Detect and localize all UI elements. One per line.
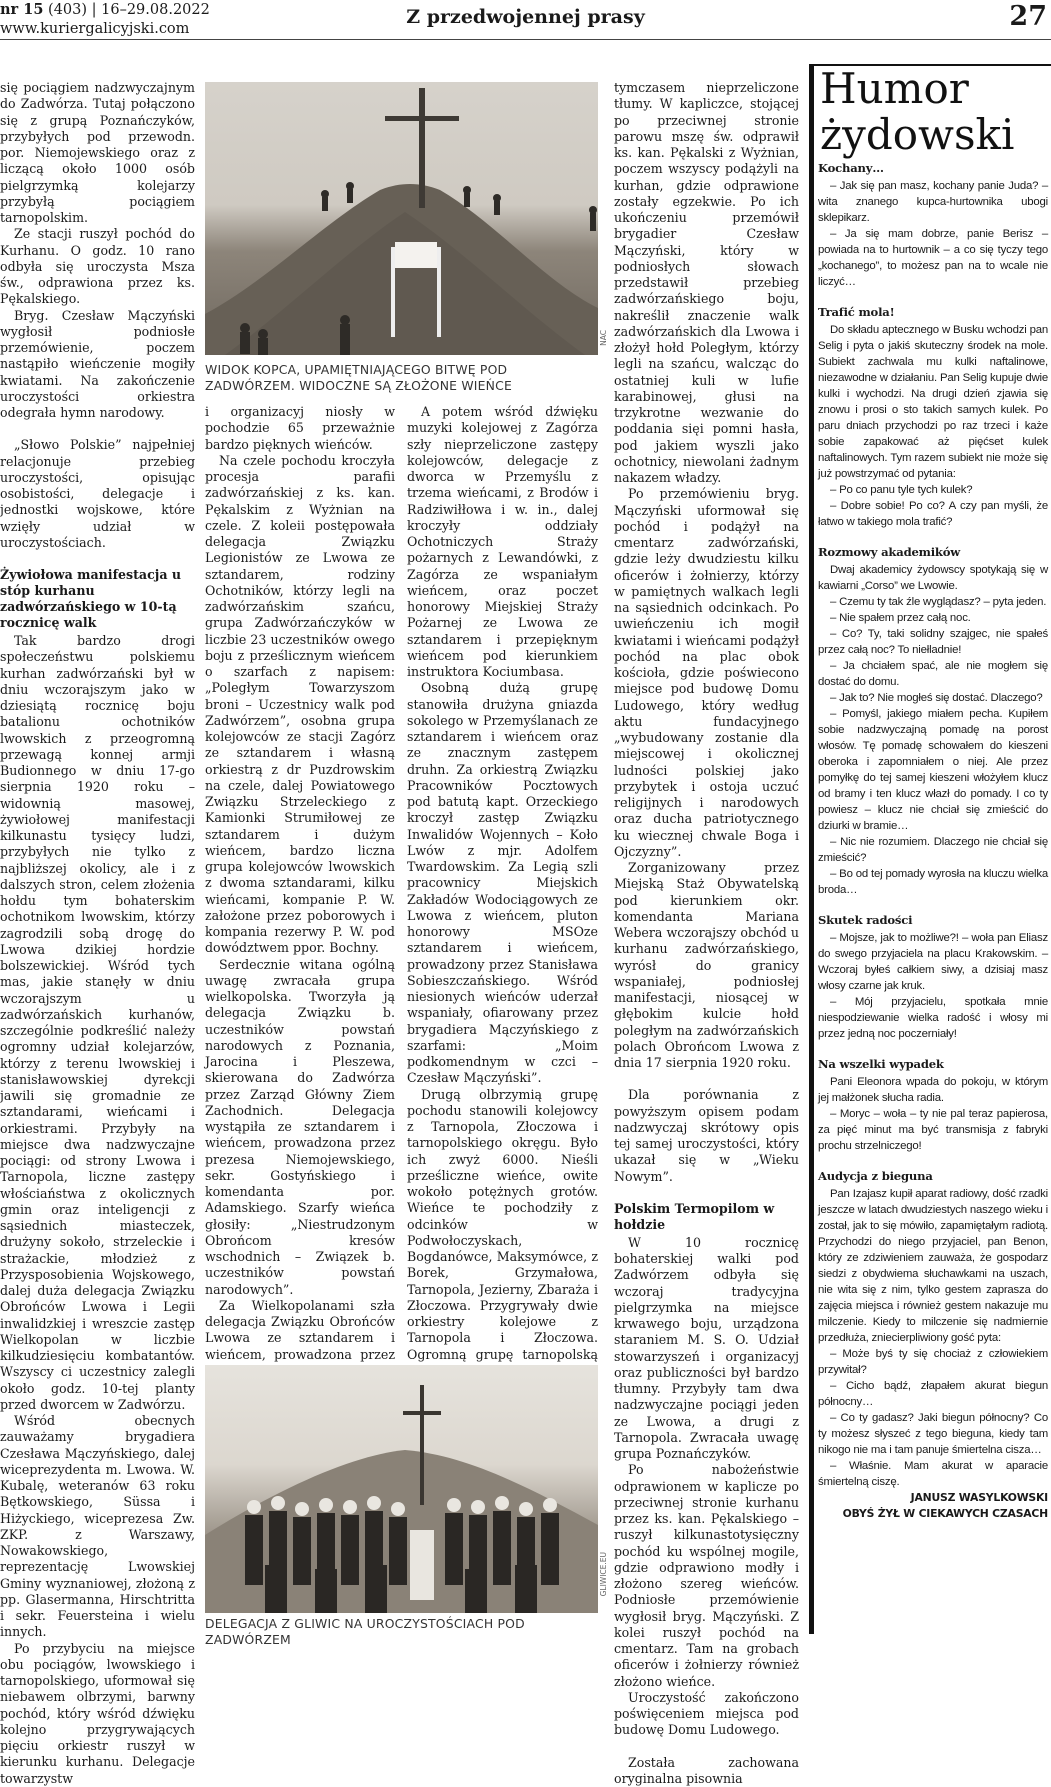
paragraph: Osobną dużą grupę stanowiła drużyna gniazda sokolego w Przemyślanach ze sztandarem i wieńcem oraz ze znacznym zastępem druhn. Za orkiestrą Związku Pracowników Pocztowych pod batutą kapt. Orzeckiego kroczył zastęp Związku Inwalidów Wojennych – Koło Lwów z mjr. Adolfem Twardowskim. Za Legią szli pracownicy Miejskich Zakładów Wodociągowych ze Lwowa z wieńcem, pluton honorowy MSOze sztandarem i wieńcem, prowadzony przez Stanisława Sobieszczańskiego. Wśród niesionych wieńców uderzał wspaniały, ofiarowany przez brygadiera Mączyńskiego z szarfami: „Moim podkomendnym w czci – Czesław Mączyński”. [407,680,598,1086]
joke-paragraph: – Co ty gadasz? Jaki biegun północny? Co ty możesz słyszeć z tego bieguna, kiedy tam nikogo nie ma i tam panuje śmiertelna cisza… [818,1410,1048,1458]
joke-paragraph: – Moryc – woła – ty nie pal teraz papierosa, za pięć minut ma być transmisja z fabryki prochu strzelniczego! [818,1106,1048,1154]
joke-heading: Trafić mola! [818,304,1048,320]
photo-mound [205,82,598,355]
joke-heading: Kochany… [818,160,1048,176]
joke-paragraph: – Co? Ty, taki solidny szajgec, nie spałeś przez całą noc? To niełladnie! [818,626,1048,658]
author-book: OBYŚ ŻYŁ W CIEKAWYCH CZASACH [818,1506,1048,1522]
joke-heading: Rozmowy akademików [818,544,1048,560]
column-3 [407,404,598,1354]
column-1 [0,80,195,1635]
joke-paragraph: – Dobre sobie! Po co? A czy pan myśli, że łatwo w takiego mola trafić? [818,498,1048,530]
joke-heading: Audycja z bieguna [818,1168,1048,1184]
photo-delegation [205,1365,598,1613]
joke-paragraph: – Czemu ty tak źle wyglądasz? – pyta jeden. [818,594,1048,610]
section-title: Z przedwojennej prasy [0,6,1051,28]
paragraph: „Słowo Polskie” najpełniej relacjonuje przebieg uroczystości, opisując osobistości, delegacje i jednostki wojskowe, które wzięły udział w uroczystościach. [0,437,195,551]
sidebar-title [820,66,1014,158]
paragraph: się pociągiem nadzwyczajnym do Zadwórza. Tutaj połączono się z grupą Poznańczyków, przybyłych pod przewodn. por. Niemojewskiego oraz z liczącą około 1000 osób pielgrzymką kolejarzy przybyłą pociągiem tarnopolskim. [0,80,195,226]
paragraph: Po przemówieniu bryg. Mączyński uformował się pochód i podążył na cmentarz zadwórzański, gdzie leży dwudziestu kilku oficerów i żołnierzy, którzy w pamiętnych walkach legli na sąsiednich odcinkach. Po uwieńczeniu ich mogił kwiatami i wieńcami podążył pochód na plac obok kościoła, gdzie poświecono miejsce pod budowę Domu Ludowego, który według aktu fundacyjnego „wybudowany zostanie dla miejscowej i okolicznej ludności polskiej jako przybytek i ostoja uczuć religijnych i narodowych oraz ducha patriotycznego ku wiecznej chwale Boga i Ojczyzny”. [614,486,799,860]
joke-paragraph: – Może byś ty się chociaż z człowiekiem przywitał? [818,1346,1048,1378]
paragraph: Bryg. Czesław Mączyński wygłosił podniosłe przemówienie, poczem nastąpiło wieńczenie mogiły kwiatami. Na zakończenie uroczystości orkiestra odegrała hymn narodowy. [0,308,195,422]
photo-caption-delegation: DELEGACJA Z GLIWIC NA UROCZYSTOŚCIACH POD ZADWÓRZEM [205,1616,600,1648]
sidebar-jokes [818,160,1048,1630]
joke-paragraph: – Nic nie rozumiem. Dlaczego nie chciał się zmieścić? [818,834,1048,866]
column-2 [205,404,395,1354]
joke-paragraph: – Jak się pan masz, kochany panie Juda? – wita znanego kupca-hurtownika ubogi sklepikarz. [818,178,1048,226]
joke-heading: Na wszelki wypadek [818,1056,1048,1072]
paragraph: A potem wśród dźwięku muzyki kolejowej z Zagórza szły nieprzeliczone zastępy kolejowców, delegacje z dworca w Przemyślu z trzema wieńcami, z Brodów i Radziwiłłowa i w. in., dalej kroczyły oddziały Ochotniczych Straży pożarnych z Lewandówki, z Zagórza ze wspaniałym wieńcem, oraz poczet honorowy Miejskiej Straży Pożarnej ze Lwowa ze sztandarem i przepięknym wieńcem pod kierunkiem instruktora Kociumbasa. [407,404,598,680]
joke-paragraph: – Ja chciałem spać, ale nie mogłem się dostać do domu. [818,658,1048,690]
header-rule [0,39,1051,40]
paragraph: Serdecznie witana ogólną uwagę zwracała grupa wielkopolska. Tworzyła ją delegacja Związku b. uczestników powstań narodowych z Poznania, Jarocina i Pleszewa, skierowana do Zadwórza przez Zarząd Główny Ziem Zachodnich. Delegacja wystąpiła ze sztandarem i wieńcem, prowadzona przez prezesa Niemojewskiego, sekr. Gostyńskiego i komendanta por. Adamskiego. Szarfy wieńca głosiły: „Niestrudzonym Obrońcom kresów wschodnich – Związek b. uczestników powstań narodowych”. [205,957,395,1298]
photo-credit-nac: NAC [599,330,608,346]
joke-heading: Skutek radości [818,912,1048,928]
joke-paragraph: – Mój przyjacielu, spotkała mnie niespodziewanie wielka radość i włosy mi przez jedną noc poczerniały! [818,994,1048,1042]
paragraph: Uroczystość zakończono poświęceniem miejsca pod budowę Domu Ludowego. [614,1690,799,1739]
paragraph: Drugą olbrzymią grupę pochodu stanowili kolejowcy z Tarnopola, Złoczowa i tarnopolskiego okręgu. Było ich zwyż 6000. Nieśli prześliczne wieńce, owite wokoło potężnych grotów. Wieńce te pochodziły z odcinków w Podwołoczyskach, Bogdanówce, Maksymówce, z Borek, Grzymałowa, Tarnopola, Jezierny, Zbaraża i Złoczowa. Przygrywały dwie orkiestry kolejowe z Tarnopola i Złoczowa. Ogromną grupę tarnopolską [407,1087,598,1396]
paragraph: Dla porównania z powyższym opisem podam nadzwyczaj skrótowy opis tej samej uroczystości, który ukazał się w „Wieku Nowym”. [614,1087,799,1185]
paragraph: Za Wielkopolanami szła delegacja Związku Obrońców Lwowa ze sztandarem i wieńcem, prowadzona przez [205,1298,395,1461]
author-name: JANUSZ WASYLKOWSKI [818,1490,1048,1506]
photo-credit-gliwice: GLIWICE.EU [599,1552,608,1596]
paragraph: Tak bardzo drogi społeczeństwu polskiemu kurhan zadwórzański był w dniu wczorajszym jako w dziesiątą rocznicę boju batalionu ochotników lwowskich z przeogromną przewagą konnej armji Budionnego w dniu 17-go sierpnia 1920 roku – widownią masowej, żywiołowej manifestacji kilkunastu tysięcy ludzi, przybyłych nie tylko z najbliższej okolicy, ale i z dalszych stron, celem złożenia hołdu tym bohaterskim ochotnikom lwowskim, którzy zagrodzili sobą drogę do Lwowa dzikiej hordzie bolszewickiej. Wśród tych mas, jakie stanęły w dniu wczorajszym u zadwórzańskich kurhanów, szczególnie podkreślić należy ogromny udział kolejarzów, którzy z terenu lwowskiej i stanisławowskiej dyrekcji jawili się gromadnie ze sztandarami, wieńcami i orkiestrami. Przybyły na miejsce dwa nadzwyczajne pociągi: od strony Lwowa i Tarnopola, liczne zastępy włościaństwa z okolicznych gmin oraz inteligencji z sąsiednich miasteczek, drużyny sokoło, strzeleckie i strażackie, młodzież z Przysposobienia Wojskowego, dalej duża delegacja Związku Obrońców Lwowa i Legii inwalidzkiej i wreszcie zastęp Wielkopolan w liczbie kilkudziesięciu kombatantów. Wszyscy ci uczestnicy zalegli około godz. 10-tej planty przed dworcem w Zadwórzu. [0,633,195,1413]
paragraph: Zorganizowany przez Miejską Staż Obywatelską pod kierunkiem okr. komendanta Mariana Webera wczorajszy obchód u kurhanu zadwórzańskiego, wyrósł do granicy wspaniałej, podniosłej manifestacji, niosącej w głębokim kulcie hołd poległym na zadwórzańskich polach Obrońcom Lwowa z dnia 17 sierpnia 1920 roku. [614,860,799,1071]
joke-paragraph: – Mojsze, jak to możliwe?! – woła pan Eliasz do swego przyjaciela na placu Krakowskim. – Wczoraj byłeś całkiem siwy, a dzisiaj masz włosy czarne jak kruk. [818,930,1048,994]
paragraph: Ze stacji ruszył pochód do Kurhanu. O godz. 10 rano odbyła się uroczysta Msza św., odprawiona przez ks. Pękalskiego. [0,226,195,307]
joke-paragraph: Do składu aptecznego w Busku wchodzi pan Selig i pyta o jakiś skuteczny środek na mole. Subiekt zachwala mu kulki naftalinowe, niezawodne w działaniu. Pan Selig kupuje dwie kulki i wychodzi. Na drugi dzień zjawia się znowu i prosi o sto takich samych kulek. Po paru dniach przychodzi po raz trzeci i każe sobie zapakować aż pięćset kulek naftalinowych. Tym razem subiekt nie może się już powstrzymać od pytania: [818,322,1048,482]
joke-paragraph: Pani Eleonora wpada do pokoju, w którym jej małżonek słucha radia. [818,1074,1048,1106]
issue-total: (403) [48,2,87,18]
joke-paragraph: – Bo od tej pomady wyrosła na kluczu wielka broda… [818,866,1048,898]
joke-paragraph: – Właśnie. Mam akurat w aparacie śmiertelną ciszę. [818,1458,1048,1490]
paragraph: Na czele pochodu kroczyła procesja parafii zadwórzańskiej z ks. kan. Pękalskim z Wyżnian na czele. Z koleii postępowała delegacja Związku Legionistów ze Lwowa ze sztandarem, rodziny Ochotników, którzy legli na zadwórzańskim szańcu, grupa Zadwórzańczyków w liczbie 23 uczestników owego boju z prześlicznym wieńcem o szarfach z napisem: „Poległym Towarzyszom broni – Uczestnicy walk pod Zadwórzem”, osobna grupa kolejowców ze stacji Zagórz ze sztandarem i własną orkiestrą z dr Puzdrowskim na czele, dalej Powiatowego Związku Strzeleckiego z Kamionki Strumiłowej ze sztandarem i dużym wieńcem, bardzo liczna grupa kolejowców lwowskich z dwoma sztandarami, kilku wieńcami, kompanie P. W. założone przez poborowych i kompania rezerwy P. W. pod dowództwem ppor. Bochny. [205,453,395,957]
issue-number: nr 15 [0,1,43,18]
joke-paragraph: – Pomyśl, jakiego miałem pecha. Kupiłem sobie nadzwyczajną pomadę na porost włosów. Tę pomadę schowałem do kieszeni oberoka i zapomniałem o niej. Ale przez pomyłkę do tej samej kieszeni włożyłem klucz od bramy i ten klucz włazł do pomady. I co ty powiesz – klucz nie chciał się zmieścić do dziurki w bramie… [818,706,1048,834]
joke-paragraph: – Po co panu tyle tych kulek? [818,482,1048,498]
site-url: www.kuriergalicyjski.com [0,20,210,39]
paragraph: Wśród obecnych zauważamy brygadiera Czesława Mączyńskiego, dalej wiceprezydenta m. Lwowa. W. Kubalę, weteranów 63 roku Bętkowskiego, Süssa i Hiżyckiego, wiceprezesa Zw. ZKP. z Warszawy, Nowakowskiego, reprezentację Lwowskiej Gminy wyznaniowej, złożoną z pp. Glasermanna, Hirschtritta i sekr. Feuersteina i wielu innych. [0,1413,195,1641]
joke-paragraph: Dwaj akademicy żydowscy spotykają się w kawiarni „Corso” we Lwowie. [818,562,1048,594]
paragraph: tymczasem nieprzeliczone tłumy. W kapliczce, stojącej po przeciwnej stronie parowu mszę św. odprawił ks. kan. Pękalski z Wyżnian, poczem wszyscy podążyli na kurhan, gdzie odprawione zostały egzekwie. Po ich ukończeniu przemówił brygadier Czesław Mączyński, który w podniosłych słowach przedstawił przebieg zadwórzańskiego boju, nakreślił znaczenie walk zadwórzańskich dla Lwowa i złożył hołd Poległym, którzy legli na szańcu, walcząc do ostatniej kuli w lufie karabinowej, głusi na trzykrotne wezwanie do poddania sięi pomni hasła, pod jakiem wyszli jako ochotnicy, niewolani żadnym nakazem władzy. [614,80,799,486]
photo-caption-mound: WIDOK KOPCA, UPAMIĘTNIAJĄCEGO BITWĘ POD ZADWÓRZEM. WIDOCZNE SĄ ZŁOŻONE WIEŃCE [205,362,600,394]
subheading: Polskim Termopilom w hołdzie [614,1201,799,1233]
paragraph: Po nabożeństwie odprawionem w kaplicze po przeciwnej stronie kurhanu przez ks. kan. Pękalskiego – ruszył kilkunastotysięczny pochód ku wspólnej mogile, gdzie odprawiono modły i złożono szereg wieńców. Podniosłe przemówienie wygłosił bryg. Mączyński. Z kolei ruszył pochód na cmentarz. Tam na grobach oficerów i żołnierzy również złożono wieńce. [614,1462,799,1690]
paragraph: Po przybyciu na miejsce obu pociągów, lwowskiego i tarnopolskiego, uformował się niebawem olbrzymi, barwny pochód, który wśród dźwięku kolejno przygrywających pięciu orkiestr ruszył w kierunku kurhanu. Delegacje towarzystw [0,1641,195,1787]
sidebar-title-line-1: Humor [820,66,1014,112]
paragraph: i organizacyj niosły w pochodzie 65 przeważnie bardzo pięknych wieńców. [205,404,395,453]
joke-paragraph: – Jak to? Nie mogłeś się dostać. Dlaczego? [818,690,1048,706]
joke-paragraph: – Cicho bądź, złapałem akurat biegun północny… [818,1378,1048,1410]
paragraph: Została zachowana oryginalna pisownia [614,1755,799,1787]
issue-dates: | 16–29.08.2022 [92,2,210,18]
joke-paragraph: Pan Izajasz kupił aparat radiowy, dość rzadki jeszcze w latach dwudziestych naszego wieku i został, jak to się mówiło, zapamiętałym radiotą. Przychodzi do niego przyjaciel, pan Benon, który ze zdziwieniem zauważa, że gospodarz siedzi z obydwiema słuchawkami na uszach, nie wita się z nim, tylko gestem zaprasza do zajęcia miejsca i również gestem nakazuje mu milczenie. Kiedy to milczenie się nadmiernie przedłuża, zniecierpliwiony gość pyta: [818,1186,1048,1346]
sidebar-title-line-2: żydowski [820,112,1014,158]
joke-paragraph: – Ja się mam dobrze, panie Berisz – powiada na to hurtownik – a co się tyczy tego „kochanego”, to możesz pan na to wcale nie liczyć… [818,226,1048,290]
delegation-illustration [205,1365,598,1613]
subheading: Żywiołowa manifestacja u stóp kurhanu zadwórzańskiego w 10-tą rocznicę walk [0,567,195,631]
page-number: 27 [1009,0,1047,34]
sidebar-vertical-rule [809,64,814,1634]
column-4 [614,80,799,1635]
mound-illustration [205,82,598,355]
joke-paragraph: – Nie spałem przez całą noc. [818,610,1048,626]
paragraph: W 10 rocznicę bohaterskiej walki pod Zadwórzem odbyła się wczoraj tradycyjna pielgrzymka na miejsce krwawego boju, urządzona staraniem M. S. O. Udział stowarzyszeń i organizacyj oraz publiczności był bardzo tłumny. Przybyły tam dwa nadzwyczajne pociągi jeden ze Lwowa, a drugi z Tarnopola. Zwracała uwagę grupa Poznańczyków. [614,1235,799,1463]
